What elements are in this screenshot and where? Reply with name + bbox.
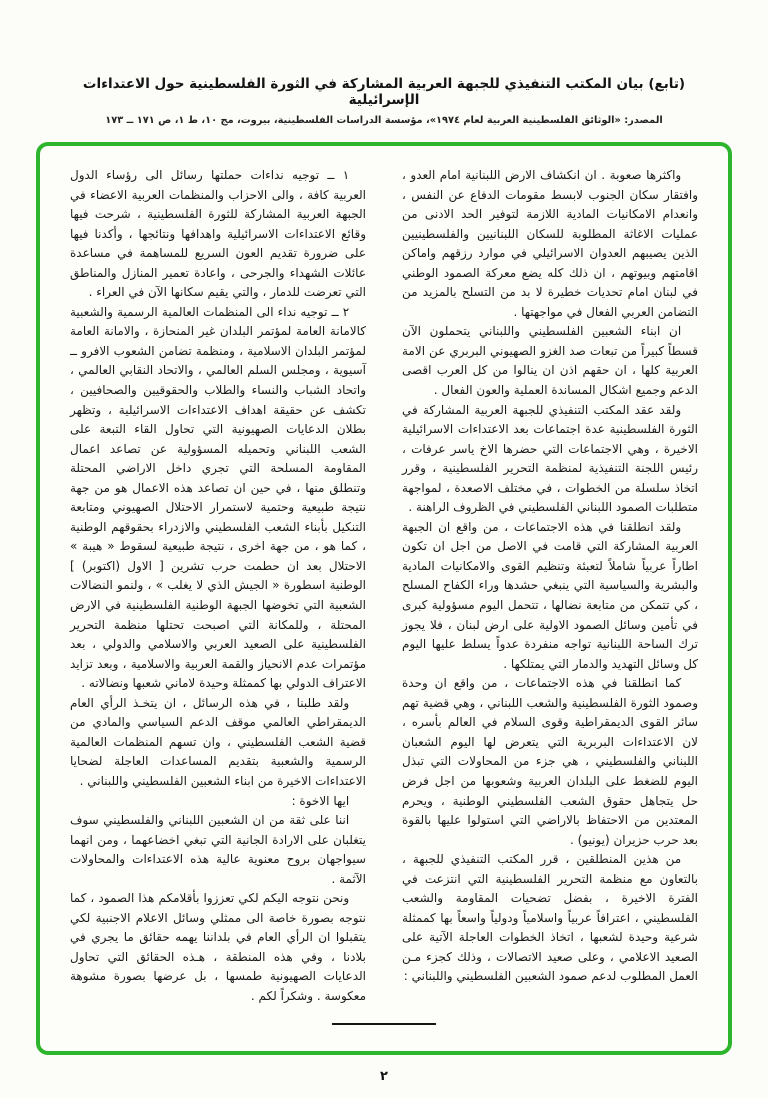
paragraph: ان ابناء الشعبين الفلسطيني واللبناني يتحملون الآن قسطاً كبيراً من تبعات صد الغزو الصهيوني البربري عن الامة العربية كلها ، ان حقهم اذن ان ينالوا من كل العرب اقصى الدعم وجميع اشكال المساندة العملية والعون الفعال . <box>402 324 698 398</box>
paragraph: ١ ــ توجيه نداءات حملتها رسائل الى رؤساء الدول العربية كافة ، والى الاحزاب والمنظمات العربية الاعضاء في الجبهة العربية المشاركة للثورة الفلسطينية ، شرحت فيها وقائع الاعتداءات الاسرائيلية واهدافها ونتائجها ، وأكدنا فيها على ضرورة تقديم العون السريع للمساهمة في مساعدة عائلات الشهداء والجرحى ، واعادة تعمير المنازل والمناطق التي تعرضت للدمار ، والتي يقيم سكانها الآن في العراء . <box>70 168 366 300</box>
paragraph: كما انطلقنا في هذه الاجتماعات ، من واقع ان وحدة وصمود الثورة الفلسطينية والشعب اللبناني ، وهي قضية تهم سائر القوى الديمقراطية وقوى السلام في العالم بأسره ، لان الاعتداءات البربرية التي يتعرض لها اليوم الشعبان اللبناني والفلسطيني ، هي جزء من المحاولات التي تبذل اليوم للضغط على البلدان العربية وشعوبها من اجل فرض حل يتجاهل حقوق الشعب الفلسطيني الوطنية ، ويحرم المعتدين من الاحتفاظ بالاراضي التي استولوا عليها بالقوة بعد حرب حزيران (يونيو) . <box>402 676 698 847</box>
paragraph: ولقد انطلقنا في هذه الاجتماعات ، من واقع ان الجبهة العربية المشاركة التي قامت في الاصل من اجل ان تكون اطاراً عربياً شاملاً لتعبئة وتنظيم القوى والامكانيات المادية والبشرية والسياسية التي ينبغي حشدها وراء الكفاح المسلح ، كي تتمكن من متابعة نضالها ، تتحمل اليوم مسؤولية كبرى في تأمين وسائل الصمود الاولية على ارض لبنان ، فلا يجوز ترك الساحة اللبنانية تواجه منفردة عدواً يسلط عليها اليوم كل وسائل التهديد والدمار التي يمتلكها . <box>402 519 698 671</box>
paragraph: من هذين المنطلقين ، قرر المكتب التنفيذي للجبهة ، بالتعاون مع منظمة التحرير الفلسطينية التي انتزعت في الفترة الاخيرة ، بفضل تضحيات المقاومة والشعب الفلسطيني ، اعترافاً عربياً واسلامياً ودولياً واسعاً بها كممثلة شرعية وحيدة لشعبها ، اتخاذ الخطوات العاجلة الآتية على الصعيد الاعلامي ، وعلى صعيد الاتصالات ، وذلك كجزء مـن العمل المطلوب لدعم صمود الشعبين الفلسطيني واللبناني : <box>402 852 698 984</box>
green-border-frame <box>36 142 732 1055</box>
text-columns <box>70 166 698 1007</box>
paragraph: ٢ ــ توجيه نداء الى المنظمات العالمية الرسمية والشعبية كالامانة العامة لمؤتمر البلدان غير المنحازة ، والامانة العامة لمؤتمر البلدان الاسلامية ، ومنظمة تضامن الشعوب الافرو ــ آسيوية ، ومجلس السلم العالمي ، والاتحاد النقابي العالمي ، واتحاد الشباب والنساء والطلاب والحقوقيين والصحافيين ، تكشف عن حقيقة اهداف الاعتداءات الاسرائيلية ، وتظهر بطلان الدعايات الصهيونية التي تحاول القاء التبعة على الشعب اللبناني وتحميله المسؤولية عن تصاعد اعمال المقاومة المسلحة التي تجري داخل الاراضي المحتلة وتنطلق منها ، في حين ان تصاعد هذه الاعمال هو من جهة نتيجة طبيعية وحتمية لاستمرار الاحتلال الصهيوني ومتابعة التنكيل بأبناء الشعب الفلسطيني والازدراء بحقوقهم الوطنية ، كما هو ، من جهة اخرى ، نتيجة طبيعية لسقوط « هيبة » الاحتلال بعد ان حطمت حرب تشرين [ الاول (اكتوبر) ] الوطنية اسطورة « الجيش الذي لا يغلب » ، ولنمو النضالات الشعبية التي تخوضها الجبهة الوطنية الفلسطينية في الارض المحتلة ، وللمكانة التي اصبحت تحتلها منظمة التحرير الفلسطينية على الصعيد العربي والاسلامي والدولي ، بعد مؤتمرات عدم الانحياز والقمة العربية والاسلامية ، وبعد تزايد الاعتراف الدولي بها كممثلة وحيدة لاماني شعبها ونضالاته . <box>70 304 366 691</box>
paragraph: ونحن نتوجه اليكم لكي تعززوا بأقلامكم هذا الصمود ، كما نتوجه بصورة خاصة الى ممثلي وسائل الاعلام الاجنبية لكي يتقبلوا ان الرأي العام في بلداننا يهمه حقائق ما يجري في بلادنا ، وفي هذه المنطقة ، هـذه الحقائق التي تحاول الدعايات الصهيونية طمسها ، بل عرضها بصورة مشوهة معكوسة . وشكراً لكم . <box>70 891 366 1003</box>
page-number: ٢ <box>380 1068 388 1084</box>
column-right <box>402 166 698 1007</box>
end-divider-rule <box>332 1023 436 1025</box>
paragraph: اننا على ثقة من ان الشعبين اللبناني والفلسطيني سوف يتغلبان على الارادة الجانية التي تبغي اخضاعهما ، ومن انهما سيواجهان بروح معنوية عالية هذه الاعتداءات والمحاولات الآثمة . <box>70 813 366 886</box>
document-title: (تابع) بيان المكتب التنفيذي للجبهة العربية المشاركة في الثورة الفلسطينية حول الاعتداءات الإسرائيلية <box>82 76 686 108</box>
document-header <box>0 0 768 126</box>
paragraph: ولقد عقد المكتب التنفيذي للجبهة العربية المشاركة في الثورة الفلسطينية عدة اجتماعات بعد الاعتداءات الاسرائيلية الاخيرة ، وهي الاجتماعات التي حضرها الاخ ياسر عرفات ، رئيس اللجنة التنفيذية لمنظمة التحرير الفلسطينية ، وقرر اتخاذ سلسلة من الخطوات ، في مختلف الاصعدة ، لمواجهة متطلبات الصمود اللبناني الفلسطيني في الظروف الراهنة . <box>402 402 698 515</box>
paragraph: ايها الاخوة : <box>291 793 350 808</box>
paragraph: ولقد طلبنا ، في هذه الرسائل ، ان يتخـذ الرأي العام الديمقراطي العالمي موقف الدعم السياسي والمادي من قضية الشعب الفلسطيني ، وان تسهم المنظمات العالمية الرسمية والشعبية بتقديم المساعدات العاجلة لضحايا الاعتداءات الاخيرة من ابناء الشعبين الفلسطيني واللبناني . <box>70 695 366 788</box>
paragraph: واكثرها صعوبة . ان انكشاف الارض اللبنانية امام العدو ، وافتقار سكان الجنوب لابسط مقومات الدفاع عن النفس ، وانعدام الامكانيات المادية اللازمة لتوفير الحد الادنى من عمليات الاغاثة المطلوبة للسكان اللبنانيين والفلسطينيين الذين يصيبهم العدوان الاسرائيلي في موارد رزقهم واماكن اقامتهم وبيوتهم ، ان ذلك كله يضع معركة الصمود الوطني في لبنان امام تحديات خطيرة لا بد من التسلح بالمزيد من التضامن العربي الفعال في مواجهتها . <box>402 168 698 319</box>
document-source-line: المصدر: «الوثائق الفلسطينية العربية لعام ١٩٧٤»، مؤسسة الدراسات الفلسطينية، بيروت، مج ١٠، ط ١، ص ١٧١ ــ ١٧٣ <box>105 115 663 126</box>
column-left <box>70 166 366 1007</box>
